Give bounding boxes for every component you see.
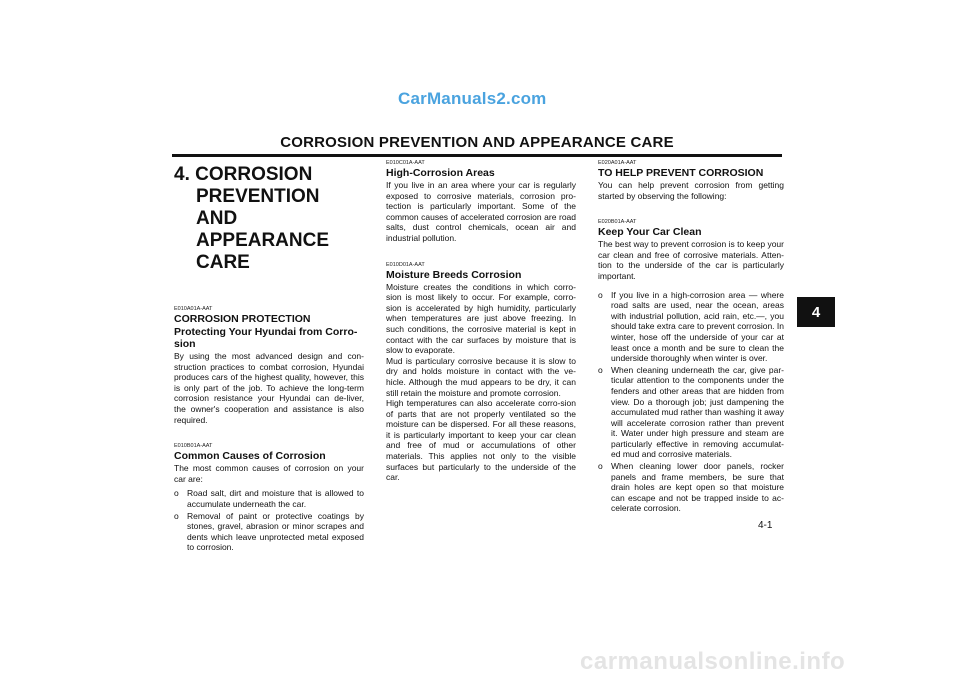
column-3 <box>598 160 784 515</box>
section-body: High temperatures can also accelerate corro-sion of parts that are not properly ventilated so the moisture can be dispersed. For all these reasons, it is particularly important to keep your car clean and free of mud or accumulations of other materials. This applies not only to the visible surfaces but particularly to the underside of the car. <box>386 398 576 483</box>
chapter-title <box>174 164 364 274</box>
bullet-item: o If you live in a high-corrosion area — where road salts are used, near the ocean, areas with industrial pollution, acid rain, etc.—, you should take extra care to prevent corrosion. In winter, hose off the underside of your car at least once a month and be sure to clean the underside thoroughly when winter is over. <box>598 290 784 364</box>
header-rule <box>172 154 782 157</box>
chapter-title-line-3: APPEARANCE CARE <box>196 230 330 273</box>
section-code: E010D01A-AAT <box>386 261 425 268</box>
chapter-tab: 4 <box>797 297 835 327</box>
section-heading: High-Corrosion Areas <box>386 167 495 179</box>
section-heading: Common Causes of Corrosion <box>174 450 326 463</box>
section-code: E020A01A-AAT <box>598 160 637 166</box>
site-link[interactable]: CarManuals2.com <box>398 89 547 108</box>
bullet-item: o When cleaning underneath the car, give par-ticular attention to the components under the fenders and other areas that are hidden from view. Do a thorough job; just dampening the accumulated mud rather than washing it away will accelerate corrosion rather than prevent it. Water under high pressure and steam are particularly effective in removing accumulat-ed mud and corrosive materials. <box>598 365 784 460</box>
page-number: 4-1 <box>758 520 773 531</box>
section-code: E010C01A-AAT <box>386 160 425 166</box>
bullet-list <box>174 488 364 553</box>
chapter-title-line-2: PREVENTION AND <box>196 186 320 229</box>
column-1 <box>174 160 364 554</box>
section-code: E020B01A-AAT <box>598 219 637 226</box>
section-body: By using the most advanced design and con-struction practices to combat corrosion, Hyundai produces cars of the highest quality, however, this is only part of the job. To achieve the long-term corrosion resistance your Hyundai can de-liver, the owner's cooperation and assistance is also required. <box>174 351 364 425</box>
section-body: The best way to prevent corrosion is to keep your car clean and free of corrosive materials. Atten-tion to the underside of the car is particularly important. <box>598 239 784 281</box>
column-2 <box>386 160 576 483</box>
bullet-item: o When cleaning lower door panels, rocker panels and frame members, be sure that drain holes are kept open so that moisture can escape and not be trapped inside to ac-celerate corrosion. <box>598 461 784 514</box>
section-body: Moisture creates the conditions in which corro-sion is most likely to occur. For example, corro-sion is accelerated by high humidity, particularly when temperatures are just above freezing. In such conditions, the corrosive material is kept in contact with the car surfaces by moisture that is slow to evaporate. <box>386 281 576 356</box>
watermark: carmanualsonline.info <box>580 648 846 675</box>
section-code: E010B01A-AAT <box>174 443 213 450</box>
bullet-list <box>598 290 784 514</box>
section-heading: Moisture Breeds Corrosion <box>386 268 522 281</box>
section-heading: CORROSION PROTECTION <box>174 313 311 325</box>
bullet-item: o Removal of paint or protective coatings by stones, gravel, abrasion or minor scrapes and dents which leave unprotected metal exposed to corrosion. <box>174 511 364 553</box>
section-heading: TO HELP PREVENT CORROSION <box>598 167 764 179</box>
section-body: You can help prevent corrosion from getting started by observing the following: <box>598 180 784 201</box>
section-body: The most common causes of corrosion on your car are: <box>174 463 364 484</box>
section-body: Mud is particulary corrosive because it is slow to dry and holds moisture in contact with the ve-hicle. Although the mud appears to be dry, it can still retain the moisture and promote corrosion. <box>386 355 576 398</box>
section-subheading: Protecting Your Hyundai from Corro-sion <box>174 326 358 350</box>
bullet-item: o Road salt, dirt and moisture that is allowed to accumulate underneath the car. <box>174 488 364 509</box>
page-header-title: CORROSION PREVENTION AND APPEARANCE CARE <box>280 134 674 151</box>
section-heading: Keep Your Car Clean <box>598 226 702 239</box>
chapter-title-line-1: 4. CORROSION <box>174 164 313 185</box>
section-code: E010A01A-AAT <box>174 306 213 312</box>
section-body: If you live in an area where your car is regularly exposed to corrosive materials, corrosion pro-tection is particularly important. Some of the common causes of accelerated corrosion are road salts, dust control chemicals, ocean air and industrial pollution. <box>386 180 576 243</box>
